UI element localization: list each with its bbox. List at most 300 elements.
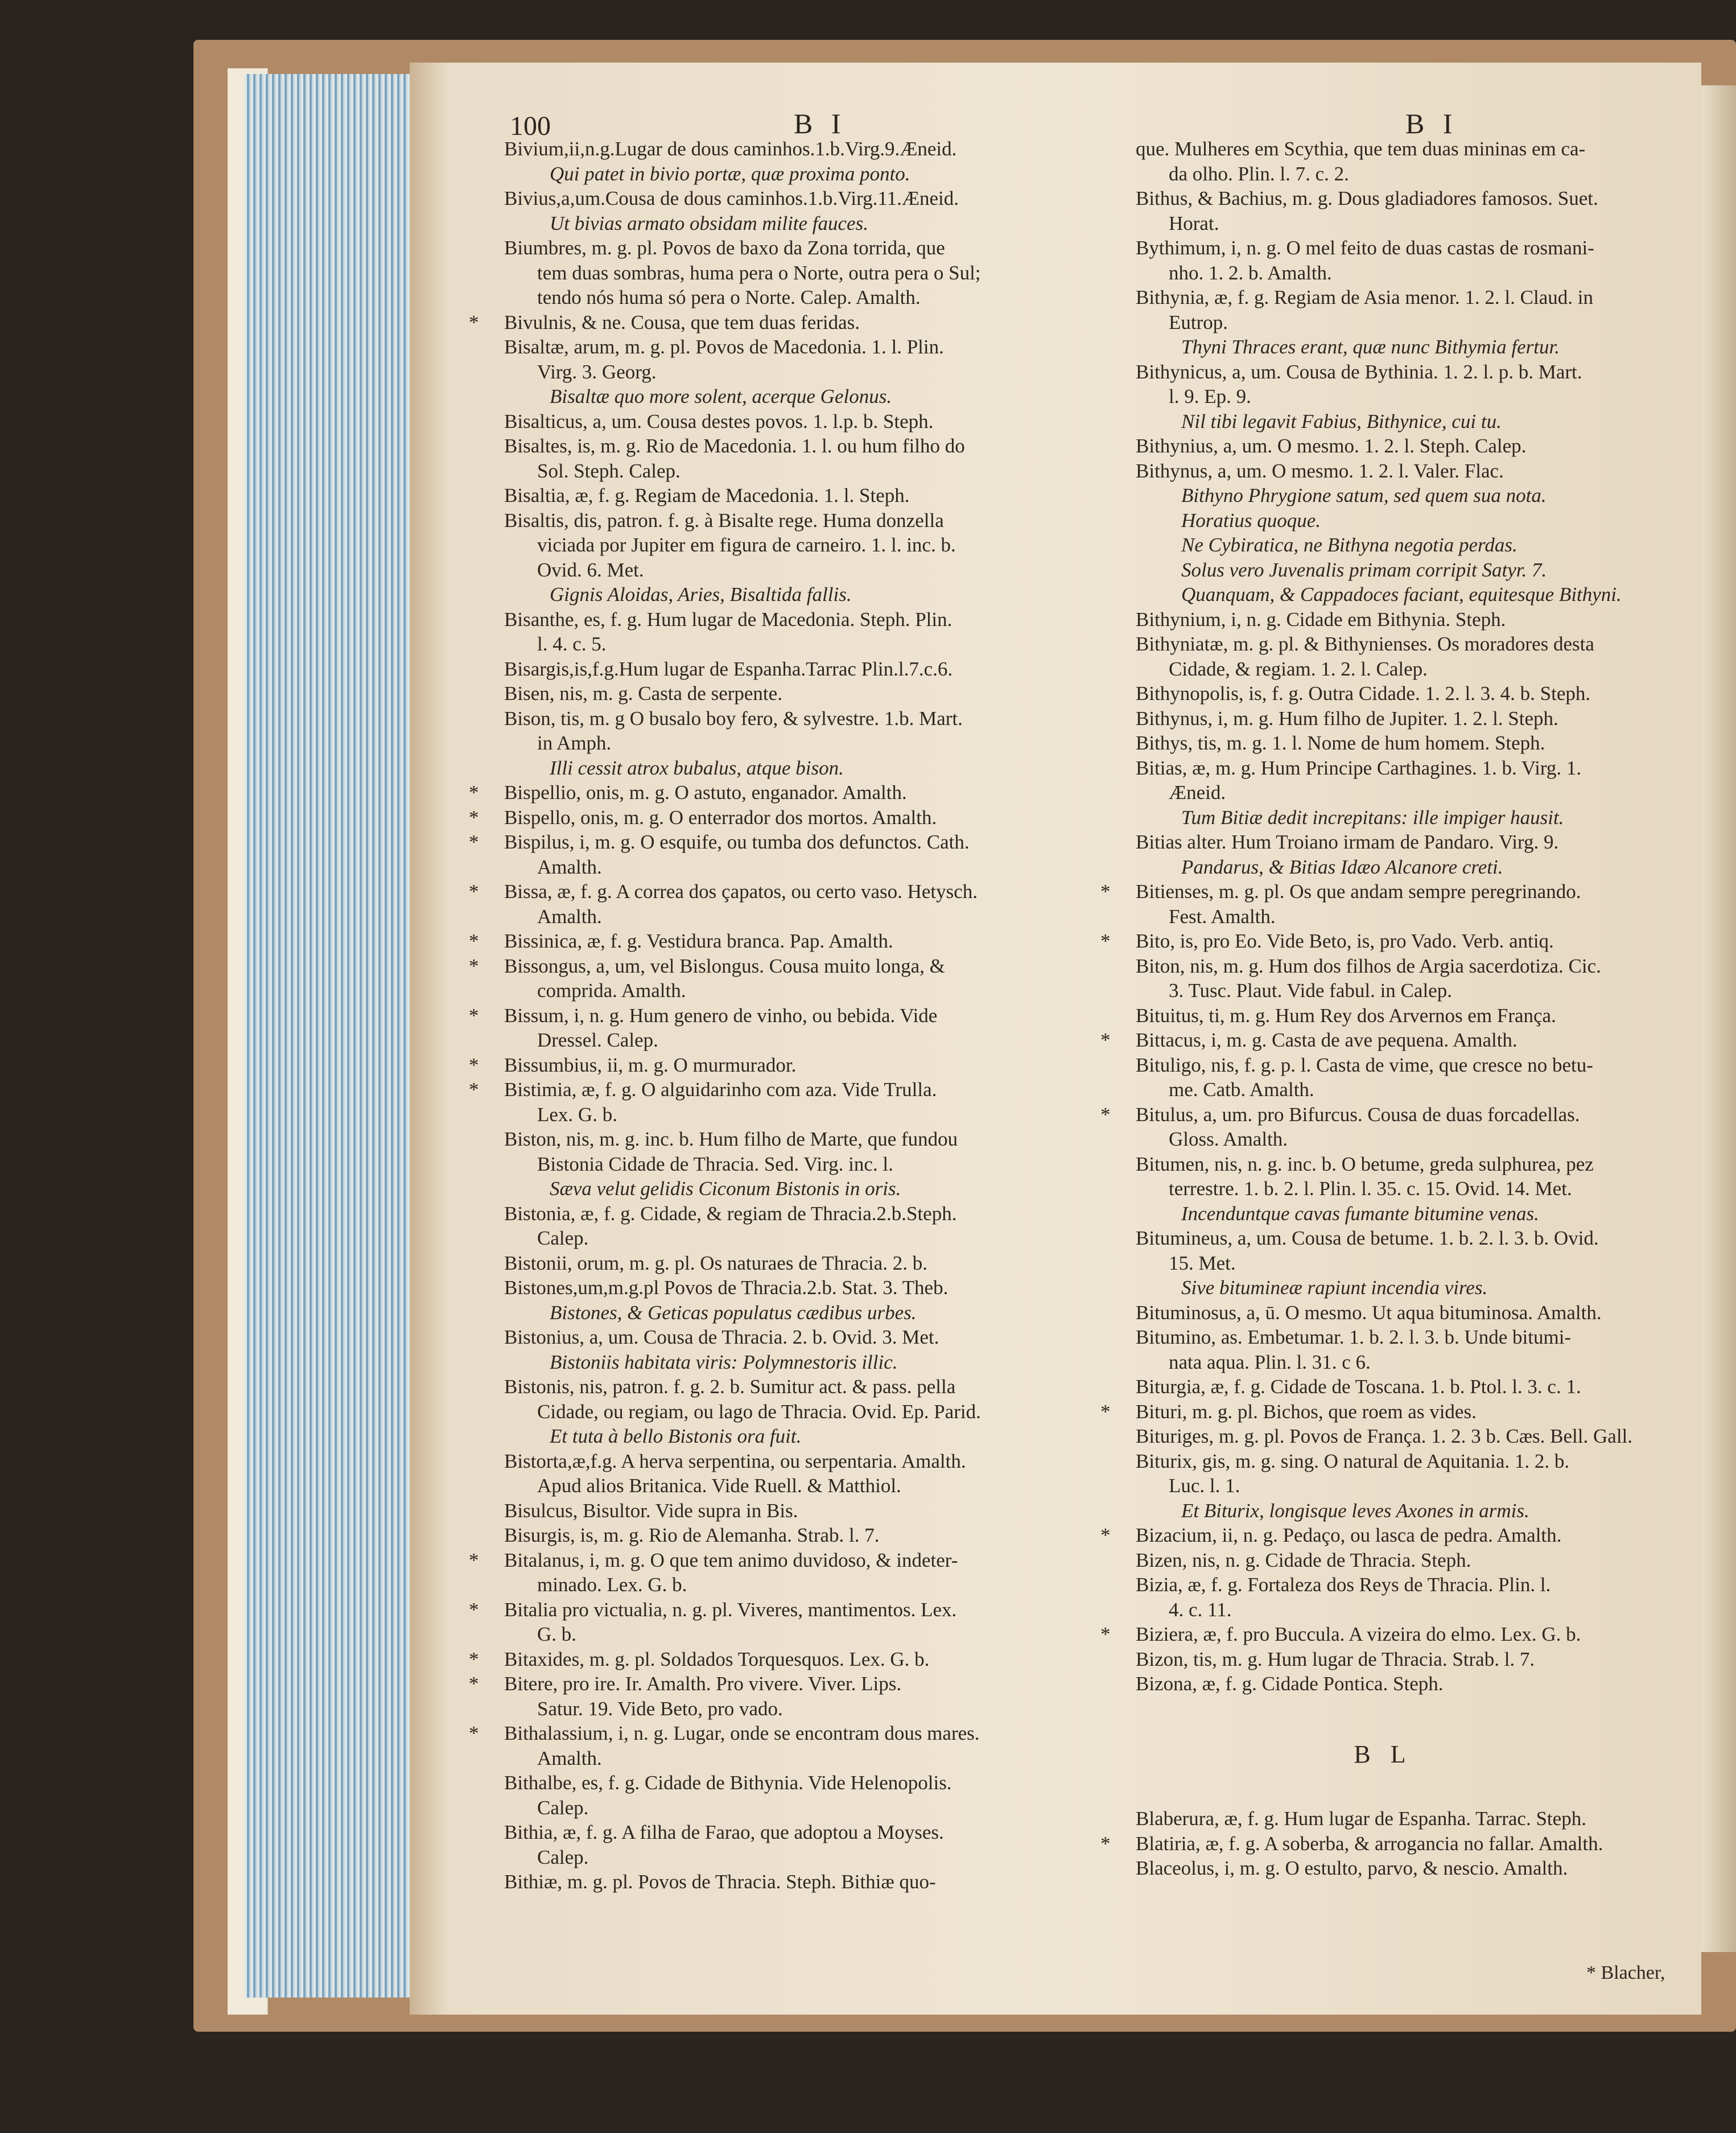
dictionary-line xyxy=(1100,929,1682,954)
dictionary-line xyxy=(504,1399,1119,1424)
entry-text: 4. c. 11. xyxy=(1169,1598,1232,1621)
right-column xyxy=(1100,137,1682,1881)
dictionary-line xyxy=(1136,1498,1682,1523)
entry-text: Bisaltes, is, m. g. Rio de Macedonia. 1. l. ou hum filho do xyxy=(504,435,965,457)
entry-text: l. 4. c. 5. xyxy=(537,633,607,655)
entry-text: Bitumen, nis, n. g. inc. b. O betume, greda sulphurea, pez xyxy=(1136,1152,1594,1175)
asterisk-mark: * xyxy=(1100,880,1111,903)
entry-text: Bituri, m. g. pl. Bichos, que roem as vides. xyxy=(1136,1400,1477,1423)
entry-text: Bitumino, as. Embetumar. 1. b. 2. l. 3. b. Unde bitumi- xyxy=(1136,1326,1572,1348)
entry-text: Bithalassium, i, n. g. Lugar, onde se encontram dous mares. xyxy=(504,1722,980,1744)
entry-text: Bithynopolis, is, f. g. Outra Cidade. 1. 2. l. 3. 4. b. Steph. xyxy=(1136,682,1591,705)
asterisk-mark: * xyxy=(1100,930,1111,952)
asterisk-mark: * xyxy=(469,930,479,952)
entry-text: Æneid. xyxy=(1169,781,1226,804)
entry-text: Horatius quoque. xyxy=(1181,509,1321,532)
entry-text: Bitere, pro ire. Ir. Amalth. Pro vivere. Viver. Lips. xyxy=(504,1673,902,1695)
entry-text: Bitalanus, i, m. g. O que tem animo duvidoso, & indeter- xyxy=(504,1549,958,1571)
entry-text: Bituitus, ti, m. g. Hum Rey dos Arvernos em França. xyxy=(1136,1004,1556,1027)
entry-text: G. b. xyxy=(537,1623,577,1645)
entry-text: da olho. Plin. l. 7. c. 2. xyxy=(1169,162,1349,185)
entry-text: terrestre. 1. b. 2. l. Plin. l. 35. c. 15. Ovid. 14. Met. xyxy=(1169,1177,1572,1200)
asterisk-mark: * xyxy=(1100,1029,1111,1051)
dictionary-line xyxy=(504,508,1119,533)
dictionary-line xyxy=(504,1870,1119,1895)
dictionary-line xyxy=(1136,409,1682,434)
entry-text: Ovid. 6. Met. xyxy=(537,558,644,581)
dictionary-line xyxy=(1100,1523,1682,1548)
entry-text: Bizen, nis, n. g. Cidade de Thracia. Steph. xyxy=(1136,1549,1471,1571)
dictionary-line xyxy=(1136,186,1682,211)
dictionary-line xyxy=(1136,904,1682,929)
entry-text: Bituminosus, a, ū. O mesmo. Ut aqua bituminosa. Amalth. xyxy=(1136,1301,1602,1324)
entry-text: Bisulcus, Bisultor. Vide supra in Bis. xyxy=(504,1499,798,1522)
entry-text: Bithys, tis, m. g. 1. l. Nome de hum homem. Steph. xyxy=(1136,732,1545,754)
dictionary-line xyxy=(504,1498,1119,1523)
entry-text: l. 9. Ep. 9. xyxy=(1169,385,1251,407)
entry-text: Bitias, æ, m. g. Hum Principe Carthagines. 1. b. Virg. 1. xyxy=(1136,756,1582,779)
entry-text: tem duas sombras, huma pera o Norte, outra pera o Sul; xyxy=(537,261,981,284)
dictionary-line xyxy=(504,1845,1119,1870)
entry-text: Quanquam, & Cappadoces faciant, equitesque Bithyni. xyxy=(1181,583,1622,606)
dictionary-line xyxy=(1136,162,1682,187)
entry-text: Bituligo, nis, f. g. p. l. Casta de vime, que cresce no betu- xyxy=(1136,1053,1593,1076)
dictionary-line xyxy=(469,1548,1119,1573)
dictionary-line xyxy=(504,1449,1119,1474)
dictionary-line xyxy=(1136,434,1682,459)
dictionary-line xyxy=(1136,582,1682,607)
entry-text: Bison, tis, m. g O busalo boy fero, & sylvestre. 1.b. Mart. xyxy=(504,707,963,730)
entry-text: 15. Met. xyxy=(1169,1251,1236,1274)
entry-text: Bistimia, æ, f. g. O alguidarinho com aza. Vide Trulla. xyxy=(504,1078,937,1101)
dictionary-line xyxy=(1136,558,1682,583)
asterisk-mark: * xyxy=(1100,1103,1111,1126)
dictionary-line xyxy=(1136,533,1682,558)
dictionary-line xyxy=(504,1572,1119,1597)
dictionary-line xyxy=(504,1424,1119,1449)
dictionary-line xyxy=(504,459,1119,484)
dictionary-line xyxy=(504,1226,1119,1251)
entry-text: Bizia, æ, f. g. Fortaleza dos Reys de Thracia. Plin. l. xyxy=(1136,1574,1551,1596)
entry-text: Bissa, æ, f. g. A correa dos çapatos, ou certo vaso. Hetysch. xyxy=(504,880,978,903)
entry-text: tendo nós huma só pera o Norte. Calep. Amalth. xyxy=(537,286,921,308)
dictionary-line xyxy=(504,607,1119,632)
dictionary-line xyxy=(469,929,1119,954)
entry-text: Biturix, gis, m. g. sing. O natural de Aquitania. 1. 2. b. xyxy=(1136,1450,1570,1472)
dictionary-line xyxy=(1136,236,1682,261)
dictionary-line xyxy=(504,1251,1119,1276)
entry-text: nata aqua. Plin. l. 31. c 6. xyxy=(1169,1350,1371,1373)
dictionary-line xyxy=(1136,261,1682,286)
dictionary-line xyxy=(504,1028,1119,1053)
entry-text: Bistonia, æ, f. g. Cidade, & regiam de Thracia.2.b.Steph. xyxy=(504,1202,957,1225)
asterisk-mark: * xyxy=(469,1053,479,1076)
entry-text: Bithyno Phrygione satum, sed quem sua nota. xyxy=(1181,484,1547,507)
dictionary-line xyxy=(1136,1647,1682,1672)
entry-text: me. Catb. Amalth. xyxy=(1169,1078,1314,1101)
dictionary-line xyxy=(1136,1077,1682,1102)
asterisk-mark: * xyxy=(1100,1832,1111,1855)
dictionary-line xyxy=(504,1820,1119,1845)
dictionary-line xyxy=(504,1152,1119,1177)
entry-text: viciada por Jupiter em figura de carneiro. 1. l. inc. b. xyxy=(537,534,956,556)
entry-text: in Amph. xyxy=(537,732,612,754)
dictionary-line xyxy=(469,954,1119,979)
dictionary-line xyxy=(1136,855,1682,880)
dictionary-line xyxy=(469,780,1119,805)
entry-text: Bito, is, pro Eo. Vide Beto, is, pro Vado. Verb. antiq. xyxy=(1136,930,1554,952)
dictionary-line xyxy=(469,1077,1119,1102)
entry-text: Bizacium, ii, n. g. Pedaço, ou lasca de pedra. Amalth. xyxy=(1136,1524,1562,1546)
entry-text: Cidade, ou regiam, ou lago de Thracia. Ovid. Ep. Parid. xyxy=(537,1400,981,1423)
dictionary-line xyxy=(469,310,1119,335)
entry-text: Et Biturix, longisque leves Axones in armis. xyxy=(1181,1499,1529,1522)
page-number: 100 xyxy=(510,111,551,141)
section-gap xyxy=(1136,1696,1682,1742)
dictionary-line xyxy=(1136,657,1682,682)
entry-text: Biziera, æ, f. pro Buccula. A vizeira do elmo. Lex. G. b. xyxy=(1136,1623,1581,1645)
dictionary-line xyxy=(504,360,1119,385)
entry-text: Et tuta à bello Bistonis ora fuit. xyxy=(550,1425,802,1447)
entry-text: Bistonii, orum, m. g. pl. Os naturaes de Thracia. 2. b. xyxy=(504,1251,927,1274)
dictionary-line xyxy=(469,1721,1119,1746)
dictionary-line xyxy=(1136,384,1682,409)
dictionary-line xyxy=(469,1053,1119,1078)
entry-text: Bitaxides, m. g. pl. Soldados Torquesquos. Lex. G. b. xyxy=(504,1648,930,1670)
entry-text: Bitienses, m. g. pl. Os que andam sempre peregrinando. xyxy=(1136,880,1581,903)
entry-text: Bispellio, onis, m. g. O astuto, enganador. Amalth. xyxy=(504,781,907,804)
dictionary-line xyxy=(504,1325,1119,1350)
entry-text: Gloss. Amalth. xyxy=(1169,1128,1288,1150)
dictionary-line xyxy=(504,657,1119,682)
entry-text: Bisaltis, dis, patron. f. g. à Bisalte rege. Huma donzella xyxy=(504,509,944,532)
asterisk-mark: * xyxy=(469,1078,479,1101)
entry-text: Bithynius, a, um. O mesmo. 1. 2. l. Steph. Calep. xyxy=(1136,435,1527,457)
running-head-left: B I xyxy=(794,108,847,139)
entry-text: Bithynium, i, n. g. Cidade em Bithynia. Steph. xyxy=(1136,608,1506,631)
asterisk-mark: * xyxy=(469,1673,479,1695)
entry-text: Bithalbe, es, f. g. Cidade de Bithynia. Vide Helenopolis. xyxy=(504,1772,952,1794)
page-stack-edge xyxy=(245,74,417,1998)
dictionary-line xyxy=(469,879,1119,904)
entry-text: Bisalticus, a, um. Cousa destes povos. 1. l.p. b. Steph. xyxy=(504,410,934,433)
dictionary-line xyxy=(504,384,1119,409)
dictionary-line xyxy=(1136,954,1682,979)
entry-text: Dressel. Calep. xyxy=(537,1029,658,1051)
dictionary-line xyxy=(1100,1622,1682,1647)
dictionary-line xyxy=(504,1350,1119,1375)
entry-text: Calep. xyxy=(537,1846,589,1868)
dictionary-line xyxy=(1136,1127,1682,1152)
entry-text: Bithynus, a, um. O mesmo. 1. 2. l. Valer. Flac. xyxy=(1136,459,1504,482)
dictionary-line xyxy=(504,1770,1119,1796)
dictionary-line xyxy=(469,1671,1119,1696)
entry-text: Amalth. xyxy=(537,1747,602,1769)
dictionary-line xyxy=(1136,1424,1682,1449)
dictionary-line xyxy=(504,211,1119,236)
entry-text: Bistorta,æ,f.g. A herva serpentina, ou serpentaria. Amalth. xyxy=(504,1450,966,1472)
dictionary-line xyxy=(469,1647,1119,1672)
entry-text: Bithyniatæ, m. g. pl. & Bithynienses. Os moradores desta xyxy=(1136,633,1594,655)
catchword: * Blacher, xyxy=(1586,1962,1665,1983)
entry-text: Horat. xyxy=(1169,212,1219,234)
entry-text: Calep. xyxy=(537,1227,589,1249)
entry-text: Virg. 3. Georg. xyxy=(537,360,657,383)
entry-text: Incenduntque cavas fumante bitumine venas. xyxy=(1181,1202,1539,1225)
entry-text: Bythimum, i, n. g. O mel feito de duas castas de rosmani- xyxy=(1136,237,1594,259)
asterisk-mark: * xyxy=(469,781,479,804)
dictionary-line xyxy=(1136,830,1682,855)
dictionary-line xyxy=(504,162,1119,187)
entry-text: Bistonis, nis, patron. f. g. 2. b. Sumitur act. & pass. pella xyxy=(504,1376,956,1398)
entry-text: Amalth. xyxy=(537,855,602,878)
dictionary-line xyxy=(1136,706,1682,731)
entry-text: Bistonius, a, um. Cousa de Thracia. 2. b. Ovid. 3. Met. xyxy=(504,1326,939,1348)
asterisk-mark: * xyxy=(469,1004,479,1027)
dictionary-line xyxy=(504,285,1119,310)
entry-text: Eutrop. xyxy=(1169,311,1228,333)
entry-text: Bissongus, a, um, vel Bislongus. Cousa muito longa, & xyxy=(504,954,945,977)
dictionary-line xyxy=(1136,1152,1682,1177)
dictionary-line xyxy=(504,855,1119,880)
entry-text: Biton, nis, m. g. Hum dos filhos de Argia sacerdotiza. Cic. xyxy=(1136,954,1601,977)
dictionary-line xyxy=(1136,1671,1682,1696)
dictionary-line xyxy=(504,558,1119,583)
entry-text: Biston, nis, m. g. inc. b. Hum filho de Marte, que fundou xyxy=(504,1128,958,1150)
entry-text: Nil tibi legavit Fabius, Bithynice, cui tu. xyxy=(1181,410,1502,433)
entry-text: Gignis Aloidas, Aries, Bisaltida fallis. xyxy=(550,583,852,606)
entry-text: Bistonia Cidade de Thracia. Sed. Virg. inc. l. xyxy=(537,1152,893,1175)
entry-text: Bispello, onis, m. g. O enterrador dos mortos. Amalth. xyxy=(504,806,937,829)
dictionary-line xyxy=(504,1127,1119,1152)
entry-text: Apud alios Britanica. Vide Ruell. & Matthiol. xyxy=(537,1475,901,1497)
dictionary-line xyxy=(1136,285,1682,310)
dictionary-line xyxy=(504,533,1119,558)
dictionary-line xyxy=(504,236,1119,261)
dictionary-line xyxy=(504,1102,1119,1127)
dictionary-line xyxy=(1136,632,1682,657)
entry-text: comprida. Amalth. xyxy=(537,979,686,1002)
dictionary-line xyxy=(504,632,1119,657)
dictionary-line xyxy=(1136,1572,1682,1597)
entry-text: 3. Tusc. Plaut. Vide fabul. in Calep. xyxy=(1169,979,1452,1002)
dictionary-line xyxy=(1136,1201,1682,1226)
asterisk-mark: * xyxy=(1100,1400,1111,1423)
dictionary-line xyxy=(504,681,1119,706)
entry-text: Tum Bitiæ dedit increpitans: ille impiger hausit. xyxy=(1181,806,1564,829)
dictionary-line xyxy=(1136,1003,1682,1028)
entry-text: Bissinica, æ, f. g. Vestidura branca. Pap. Amalth. xyxy=(504,930,893,952)
dictionary-line xyxy=(1136,1806,1682,1831)
entry-text: Sive bitumineæ rapiunt incendia vires. xyxy=(1181,1276,1488,1299)
entry-text: Bissum, i, n. g. Hum genero de vinho, ou bebida. Vide xyxy=(504,1004,938,1027)
dictionary-line xyxy=(469,1597,1119,1623)
entry-text: Bitias alter. Hum Troiano irmam de Pandaro. Virg. 9. xyxy=(1136,831,1559,853)
entry-text: nho. 1. 2. b. Amalth. xyxy=(1169,261,1332,284)
entry-text: Bithia, æ, f. g. A filha de Farao, que adoptou a Moyses. xyxy=(504,1821,944,1843)
dictionary-line xyxy=(1100,1831,1682,1856)
dictionary-line xyxy=(504,335,1119,360)
entry-text: Calep. xyxy=(537,1796,589,1819)
entry-text: Blatiria, æ, f. g. A soberba, & arrogancia no fallar. Amalth. xyxy=(1136,1832,1603,1855)
dictionary-line xyxy=(1136,1325,1682,1350)
dictionary-line xyxy=(1136,1473,1682,1498)
dictionary-line xyxy=(1136,805,1682,830)
dictionary-line xyxy=(1136,1176,1682,1201)
entry-text: Biturgia, æ, f. g. Cidade de Toscana. 1. b. Ptol. l. 3. c. 1. xyxy=(1136,1376,1581,1398)
asterisk-mark: * xyxy=(1100,1524,1111,1546)
dictionary-line xyxy=(504,1473,1119,1498)
dictionary-line xyxy=(469,1003,1119,1028)
entry-text: Bithiæ, m. g. pl. Povos de Thracia. Steph. Bithiæ quo- xyxy=(504,1871,936,1893)
dictionary-line xyxy=(1100,1028,1682,1053)
asterisk-mark: * xyxy=(469,806,479,829)
dictionary-line xyxy=(1136,1251,1682,1276)
dictionary-line xyxy=(1136,459,1682,484)
dictionary-line xyxy=(1136,137,1682,162)
entry-text: Satur. 19. Vide Beto, pro vado. xyxy=(537,1697,783,1720)
entry-text: Bithynus, i, m. g. Hum filho de Jupiter. 1. 2. l. Steph. xyxy=(1136,707,1558,730)
entry-text: minado. Lex. G. b. xyxy=(537,1574,687,1596)
dictionary-line xyxy=(1100,1399,1682,1424)
entry-text: Bivius,a,um.Cousa de dous caminhos.1.b.Virg.11.Æneid. xyxy=(504,187,959,209)
entry-text: Bisen, nis, m. g. Casta de serpente. xyxy=(504,682,782,705)
dictionary-line xyxy=(504,434,1119,459)
asterisk-mark: * xyxy=(469,1648,479,1670)
entry-text: Bistoniis habitata viris: Polymnestoris illic. xyxy=(550,1350,898,1373)
dictionary-line xyxy=(504,978,1119,1003)
entry-text: Bitulus, a, um. pro Bifurcus. Cousa de duas forcadellas. xyxy=(1136,1103,1580,1126)
dictionary-line xyxy=(504,137,1119,162)
dictionary-line xyxy=(504,483,1119,508)
entry-text: Lex. G. b. xyxy=(537,1103,617,1126)
asterisk-mark: * xyxy=(469,831,479,853)
dictionary-line xyxy=(1136,483,1682,508)
entry-text: Luc. l. 1. xyxy=(1169,1475,1240,1497)
dictionary-line xyxy=(1136,1374,1682,1399)
asterisk-mark: * xyxy=(469,1598,479,1621)
dictionary-line xyxy=(504,1696,1119,1722)
dictionary-line xyxy=(504,904,1119,929)
entry-text: Bisaltæ quo more solent, acerque Gelonus. xyxy=(550,385,892,407)
dictionary-line xyxy=(1136,756,1682,781)
entry-text: Bispilus, i, m. g. O esquife, ou tumba dos defunctos. Cath. xyxy=(504,831,970,853)
section-gap xyxy=(1136,1766,1682,1806)
entry-text: Bissumbius, ii, m. g. O murmurador. xyxy=(504,1053,797,1076)
entry-text: Bistones, & Geticas populatus cædibus urbes. xyxy=(550,1301,917,1324)
entry-text: Bituriges, m. g. pl. Povos de França. 1. 2. 3 b. Cæs. Bell. Gall. xyxy=(1136,1425,1633,1447)
dictionary-line xyxy=(504,582,1119,607)
entry-text: Bithynicus, a, um. Cousa de Bythinia. 1. 2. l. p. b. Mart. xyxy=(1136,360,1582,383)
entry-text: Cidade, & regiam. 1. 2. l. Calep. xyxy=(1169,657,1428,680)
entry-text: Bisaltæ, arum, m. g. pl. Povos de Macedonia. 1. l. Plin. xyxy=(504,336,944,358)
left-column xyxy=(469,137,1119,1895)
dictionary-line xyxy=(1136,1548,1682,1573)
dictionary-line xyxy=(1136,1449,1682,1474)
dictionary-line xyxy=(504,1176,1119,1201)
entry-text: Blaceolus, i, m. g. O estulto, parvo, & nescio. Amalth. xyxy=(1136,1857,1568,1879)
dictionary-line xyxy=(1136,731,1682,756)
asterisk-mark: * xyxy=(469,880,479,903)
entry-text: Bizon, tis, m. g. Hum lugar de Thracia. Strab. l. 7. xyxy=(1136,1648,1535,1670)
asterisk-mark: * xyxy=(469,1549,479,1571)
entry-text: Bivulnis, & ne. Cousa, que tem duas feridas. xyxy=(504,311,860,333)
dictionary-line xyxy=(504,731,1119,756)
asterisk-mark: * xyxy=(469,311,479,333)
dictionary-line xyxy=(504,261,1119,286)
dictionary-line xyxy=(1136,508,1682,533)
entry-text: Bithus, & Bachius, m. g. Dous gladiadores famosos. Suet. xyxy=(1136,187,1598,209)
dictionary-line xyxy=(1136,1275,1682,1300)
running-head-right: B I xyxy=(1405,108,1458,139)
dictionary-line xyxy=(1100,879,1682,904)
dictionary-line xyxy=(1136,335,1682,360)
dictionary-line xyxy=(504,706,1119,731)
dictionary-line xyxy=(504,1374,1119,1399)
entry-text: Bittacus, i, m. g. Casta de ave pequena. Amalth. xyxy=(1136,1029,1518,1051)
dictionary-line xyxy=(504,756,1119,781)
dictionary-line xyxy=(1136,681,1682,706)
entry-text: Bithynia, æ, f. g. Regiam de Asia menor. 1. 2. l. Claud. in xyxy=(1136,286,1593,308)
entry-text: Bivium,ii,n.g.Lugar de dous caminhos.1.b.Virg.9.Æneid. xyxy=(504,138,957,160)
entry-text: Qui patet in bivio portæ, quæ proxima ponto. xyxy=(550,162,910,185)
entry-text: Pandarus, & Bitias Idæo Alcanore creti. xyxy=(1181,855,1503,878)
dictionary-line xyxy=(504,186,1119,211)
dictionary-line xyxy=(469,805,1119,830)
dictionary-line xyxy=(504,1746,1119,1771)
dictionary-line xyxy=(1136,360,1682,385)
entry-text: Sol. Steph. Calep. xyxy=(537,459,681,482)
entry-text: Amalth. xyxy=(537,905,602,928)
dictionary-line xyxy=(1136,310,1682,335)
asterisk-mark: * xyxy=(469,1722,479,1744)
entry-text: Bitalia pro victualia, n. g. pl. Viveres, mantimentos. Lex. xyxy=(504,1598,957,1621)
entry-text: Biumbres, m. g. pl. Povos de baxo da Zona torrida, que xyxy=(504,237,945,259)
dictionary-line xyxy=(1136,1350,1682,1375)
entry-text: Illi cessit atrox bubalus, atque bison. xyxy=(550,756,844,779)
dictionary-line xyxy=(1136,1053,1682,1078)
dictionary-line xyxy=(1136,1597,1682,1623)
dictionary-line xyxy=(504,1796,1119,1821)
section-heading: B L xyxy=(1354,1740,1413,1768)
entry-text: Bisanthe, es, f. g. Hum lugar de Macedonia. Steph. Plin. xyxy=(504,608,952,631)
dictionary-line xyxy=(1100,1102,1682,1127)
entry-text: Bisurgis, is, m. g. Rio de Alemanha. Strab. l. 7. xyxy=(504,1524,880,1546)
dictionary-line xyxy=(504,1523,1119,1548)
dictionary-line xyxy=(1136,780,1682,805)
entry-text: Ne Cybiratica, ne Bithyna negotia perdas. xyxy=(1181,534,1518,556)
entry-text: Solus vero Juvenalis primam corripit Satyr. 7. xyxy=(1181,558,1547,581)
dictionary-line xyxy=(504,1300,1119,1325)
entry-text: Bisaltia, æ, f. g. Regiam de Macedonia. 1. l. Steph. xyxy=(504,484,910,507)
entry-text: Ut bivias armato obsidam milite fauces. xyxy=(550,212,868,234)
dictionary-line xyxy=(1136,1856,1682,1881)
dictionary-line xyxy=(504,1201,1119,1226)
asterisk-mark: * xyxy=(1100,1623,1111,1645)
dictionary-line xyxy=(504,1622,1119,1647)
entry-text: Bitumineus, a, um. Cousa de betume. 1. b. 2. l. 3. b. Ovid. xyxy=(1136,1227,1599,1249)
dictionary-line xyxy=(1136,1300,1682,1325)
entry-text: Bisargis,is,f.g.Hum lugar de Espanha.Tarrac Plin.l.7.c.6. xyxy=(504,657,953,680)
dictionary-line xyxy=(504,1275,1119,1300)
entry-text: que. Mulheres em Scythia, que tem duas mininas em ca- xyxy=(1136,138,1586,160)
dictionary-line xyxy=(504,409,1119,434)
dictionary-line xyxy=(1136,978,1682,1003)
dictionary-line xyxy=(1136,211,1682,236)
entry-text: Bizona, æ, f. g. Cidade Pontica. Steph. xyxy=(1136,1673,1444,1695)
entry-text: Fest. Amalth. xyxy=(1169,905,1276,928)
entry-text: Thyni Thraces erant, quæ nunc Bithymia fertur. xyxy=(1181,336,1560,358)
